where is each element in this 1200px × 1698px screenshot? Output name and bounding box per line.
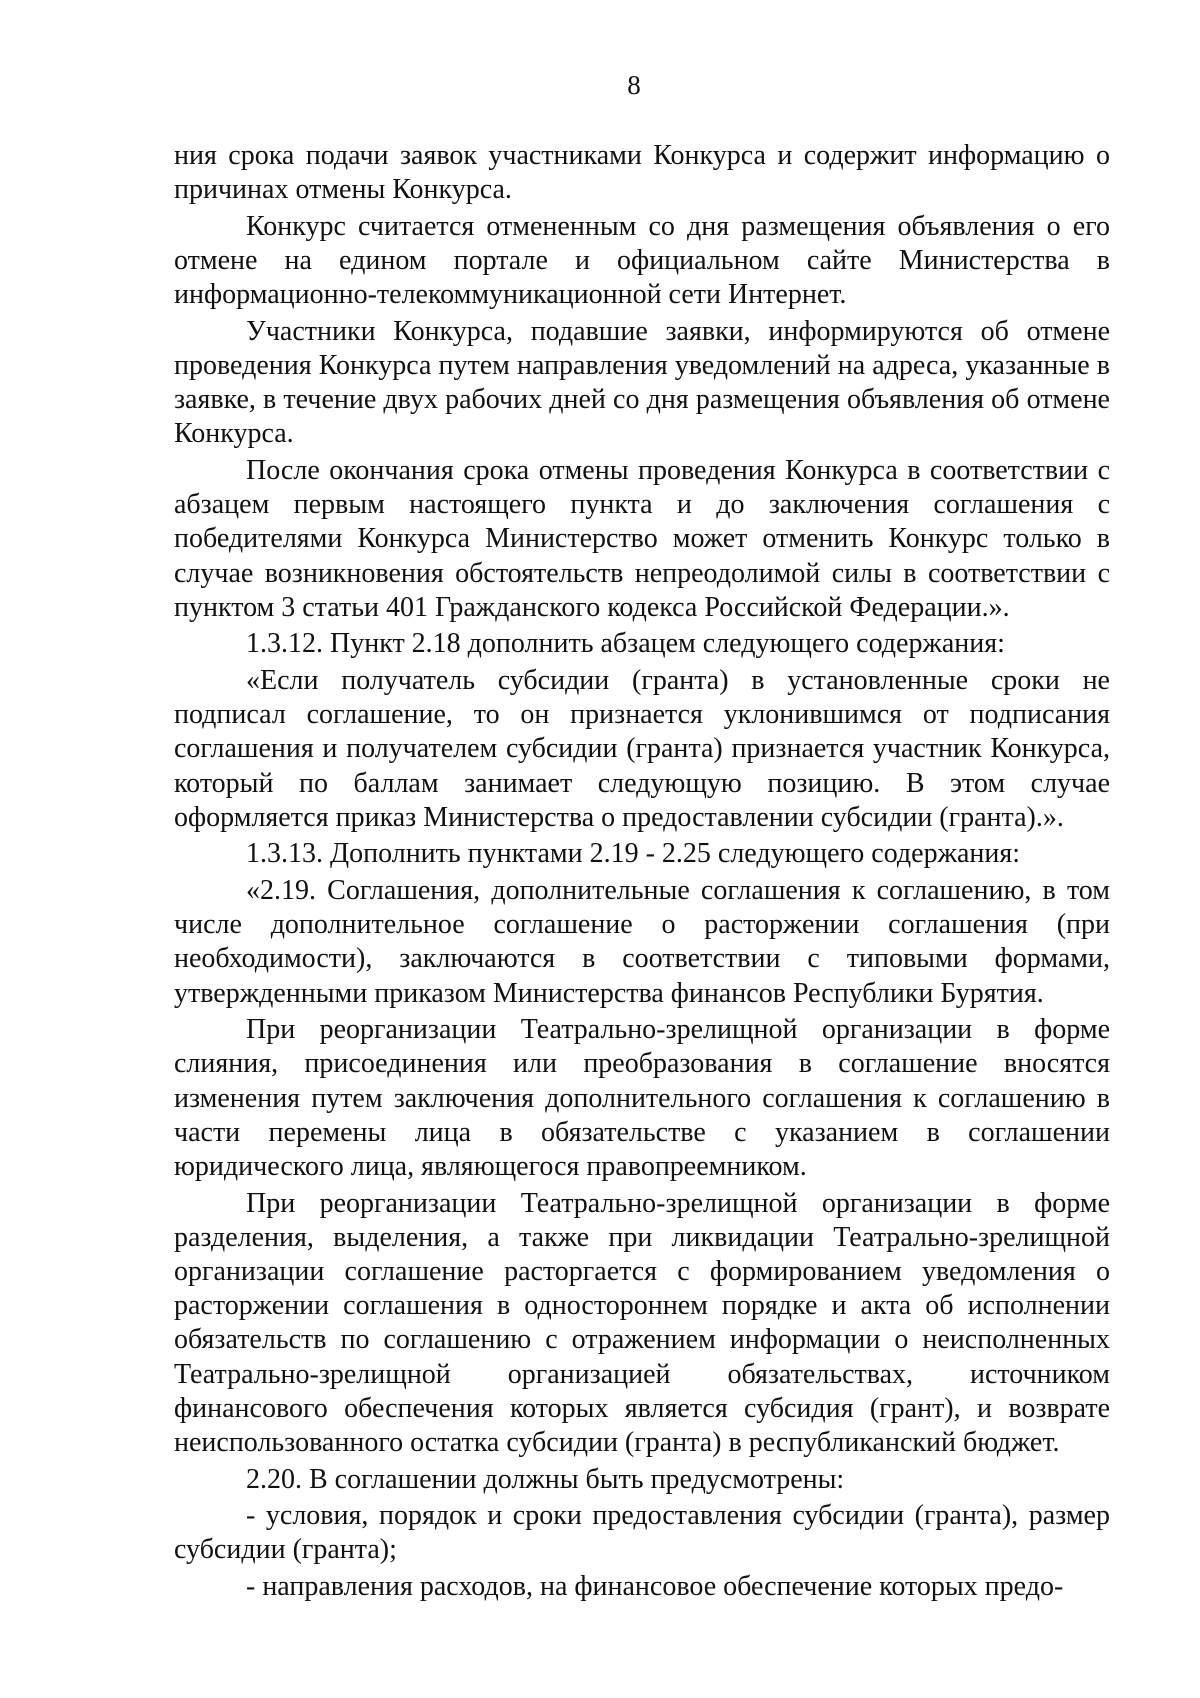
paragraph-cancellation-effective: Конкурс считается отмененным со дня размещения объявления о его отмене на едином портале и официальном сайте Министерства в информационно-телекоммуникационной сети Интернет. — [174, 210, 1110, 311]
paragraph-item-1-3-13: 1.3.13. Дополнить пунктами 2.19 - 2.25 следующего содержания: — [246, 838, 1020, 870]
page-number: 8 — [627, 70, 641, 100]
paragraph-force-majeure: После окончания срока отмены проведения Конкурса в соответствии с абзацем первым настоящего пункта и до заключения соглашения с победителями Конкурса Министерство может отменить Конкурс только в случае возникновения обстоятельств непреодолимой силы в соответствии с пунктом 3 статьи 401 Гражданского кодекса Российской Федерации.». — [174, 455, 1110, 623]
paragraph-item-2-20: 2.20. В соглашении должны быть предусмотрены: — [246, 1463, 845, 1495]
paragraph-participants-notification: Участники Конкурса, подавшие заявки, информируются об отмене проведения Конкурса путем направления уведомлений на адреса, указанные в заявке, в течение двух рабочих дней со дня размещения объявления об отмене Конкурса. — [174, 315, 1110, 450]
paragraph-item-2-19: «2.19. Соглашения, дополнительные соглашения к соглашению, в том числе дополнительное соглашение о расторжении соглашения (при необходимости), заключаются в соответствии с типовыми формами, утвержденными приказом Министерства финансов Республики Бурятия. — [174, 875, 1110, 1009]
document-body — [174, 139, 1110, 1607]
paragraph-reorganization-merger: При реорганизации Театрально-зрелищной организации в форме слияния, присоединения или преобразования в соглашение вносятся изменения путем заключения дополнительного соглашения к соглашению в части перемены лица в обязательстве с указанием в соглашении юридического лица, являющегося правопреемником. — [174, 1014, 1110, 1183]
list-item-expense-directions: - направления расходов, на финансовое обеспечение которых предо- — [246, 1571, 1064, 1603]
paragraph-item-1-3-12: 1.3.12. Пункт 2.18 дополнить абзацем следующего содержания: — [246, 628, 1005, 660]
paragraph-grant-recipient-refusal: «Если получатель субсидии (гранта) в установленные сроки не подписал соглашение, то он признается уклонившимся от подписания соглашения и получателем субсидии (гранта) признается участник Конкурса, который по баллам занимает следующую позицию. В этом случае оформляется приказ Министерства о предоставлении субсидии (гранта).». — [174, 665, 1110, 833]
paragraph-continuation: ния срока подачи заявок участниками Конкурса и содержит информацию о причинах отмены Конкурса. — [174, 140, 1110, 206]
paragraph-reorganization-division: При реорганизации Театрально-зрелищной организации в форме разделения, выделения, а также при ликвидации Театрально-зрелищной организации соглашение расторгается с формированием уведомления о расторжении соглашения в одностороннем порядке и акта об исполнении обязательств по соглашению с отражением информации о неисполненных Театрально-зрелищной организацией обязательствах, источником финансового обеспечения которых является субсидия (грант), и возврате неиспользованного остатка субсидии (гранта) в республиканский бюджет. — [174, 1187, 1110, 1459]
list-item-conditions: - условия, порядок и сроки предоставления субсидии (гранта), размер субсидии (гранта); — [174, 1500, 1110, 1566]
